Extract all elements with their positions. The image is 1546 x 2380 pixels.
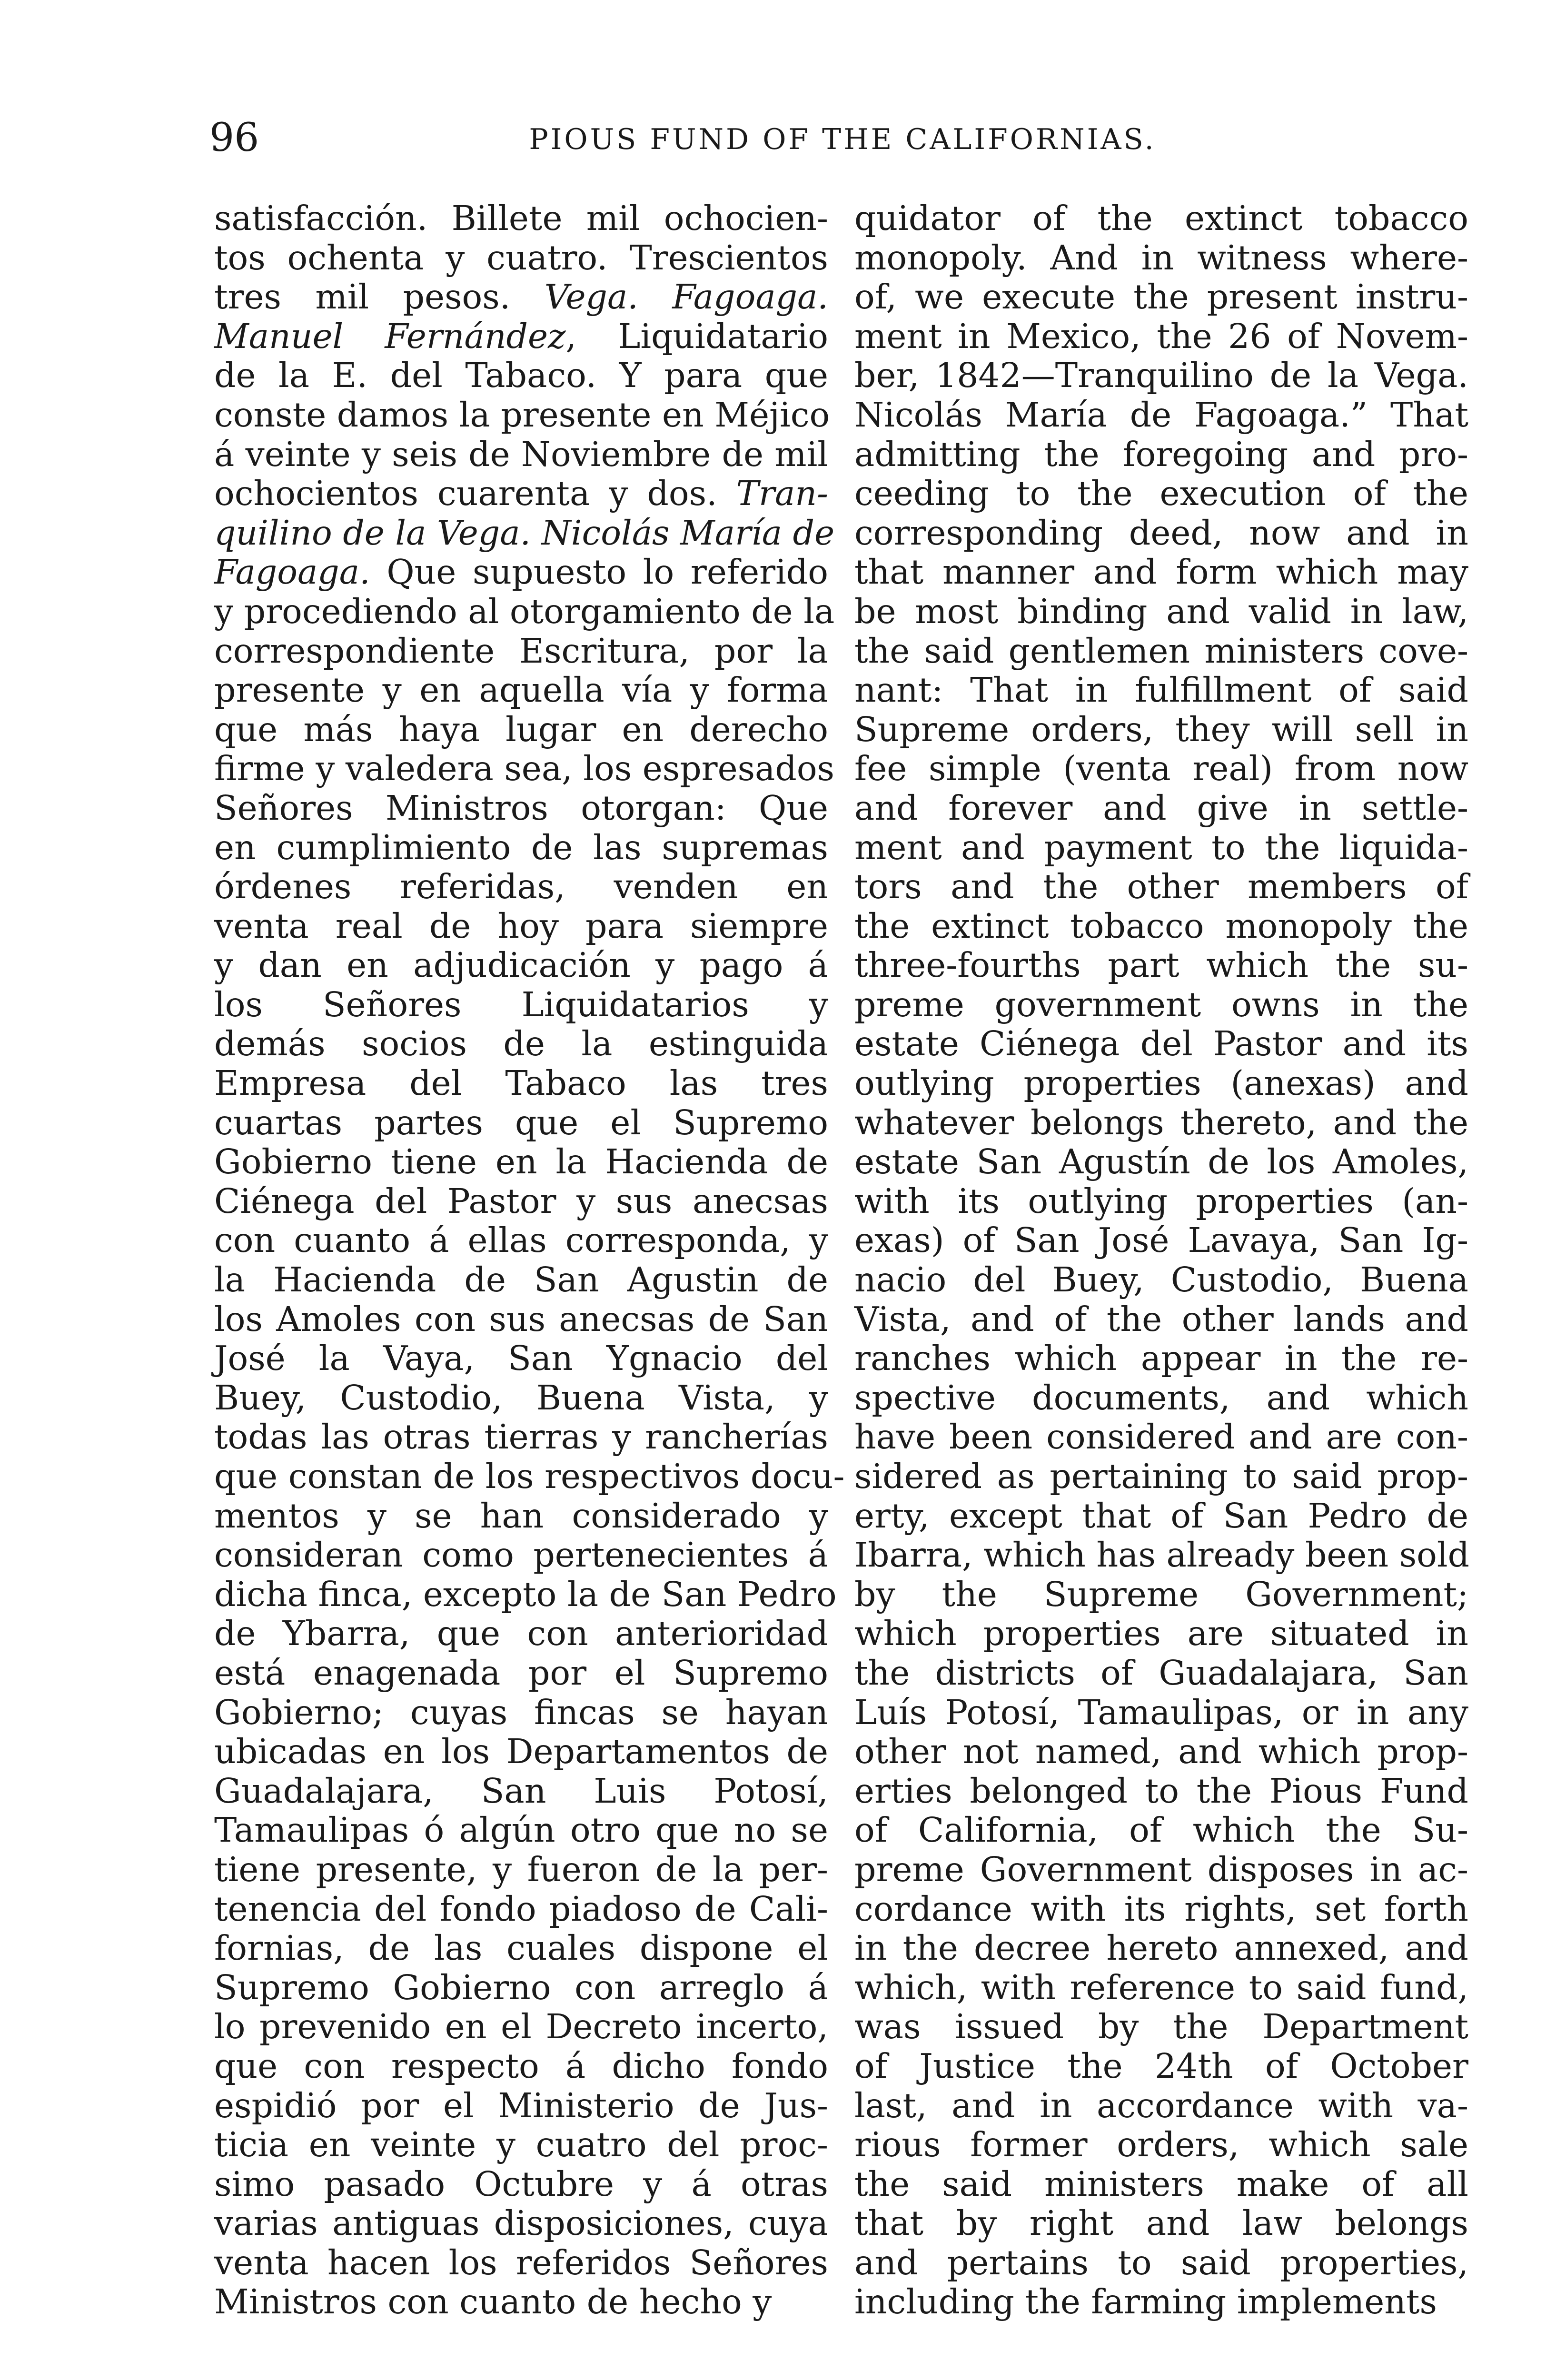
text-line: corresponding deed, now and in [854, 513, 1468, 553]
text-line: tors and the other members of [854, 867, 1468, 907]
text-line: con cuanto á ellas corresponda, y [214, 1220, 828, 1260]
text-line: la Hacienda de San Agustin de [214, 1260, 828, 1300]
text-line: mentos y se han considerado y [214, 1496, 828, 1536]
running-head: PIOUS FUND OF THE CALIFORNIAS. [529, 123, 1156, 156]
text-line: tiene presente, y fueron de la per- [214, 1849, 828, 1889]
text-line: exas) of San José Lavaya, San Ig- [854, 1220, 1468, 1260]
text-line: with its outlying properties (an- [854, 1181, 1468, 1221]
text-line: estate San Agustín de los Amoles, [854, 1142, 1468, 1182]
text-line: be most binding and valid in law, [854, 591, 1468, 631]
text-line: de Ybarra, que con anterioridad [214, 1614, 828, 1654]
text-line: ber, 1842—Tranquilino de la Vega. [854, 356, 1468, 396]
text-line: preme Government disposes in ac- [854, 1849, 1468, 1889]
text-line: dicha finca, excepto la de San Pedro [214, 1574, 837, 1614]
text-line: venta hacen los referidos Señores [214, 2242, 828, 2282]
text-line: the said gentlemen ministers cove- [854, 631, 1468, 671]
text-line: correspondiente Escritura, por la [214, 631, 828, 671]
text-line: que con respecto á dicho fondo [214, 2046, 828, 2086]
text-line: that manner and form which may [854, 552, 1468, 592]
text-line: monopoly. And in witness where- [854, 238, 1468, 278]
text-line: y dan en adjudicación y pago á [214, 945, 828, 985]
text-line: Gobierno tiene en la Hacienda de [214, 1142, 828, 1182]
text-line: admitting the foregoing and pro- [854, 434, 1468, 474]
text-line: of, we execute the present instru- [854, 277, 1468, 317]
text-line: todas las otras tierras y rancherías [214, 1417, 828, 1457]
text-line: three-fourths part which the su- [854, 945, 1468, 985]
text-line: nant: That in fulfillment of said [854, 670, 1468, 710]
text-line: los Señores Liquidatarios y [214, 984, 828, 1024]
text-line: firme y valedera sea, los espresados [214, 749, 834, 789]
text-line: of Justice the 24th of October [854, 2046, 1468, 2086]
text-line: órdenes referidas, venden en [214, 867, 828, 907]
text-line: and pertains to said properties, [854, 2242, 1468, 2282]
text-line: cordance with its rights, set forth [854, 1889, 1468, 1929]
text-line: Nicolás María de Fagoaga.” That [854, 395, 1468, 435]
text-line: last, and in accordance with va- [854, 2085, 1468, 2125]
text-line: tos ochenta y cuatro. Trescientos [214, 238, 828, 278]
text-line: preme government owns in the [854, 984, 1468, 1024]
text-line: the said ministers make of all [854, 2164, 1468, 2204]
text-line: have been considered and are con- [854, 1417, 1468, 1457]
text-line: ubicadas en los Departamentos de [214, 1732, 828, 1772]
text-line: outlying properties (anexas) and [854, 1063, 1468, 1103]
text-line: ment in Mexico, the 26 of Novem- [854, 316, 1468, 356]
text-line: Gobierno; cuyas fincas se hayan [214, 1692, 828, 1732]
text-line: Ibarra, which has already been sold [854, 1535, 1470, 1575]
text-line: los Amoles con sus anecsas de San [214, 1299, 828, 1339]
text-line: espidió por el Ministerio de Jus- [214, 2085, 828, 2125]
text-line: cuartas partes que el Supremo [214, 1102, 828, 1142]
text-line: Supreme orders, they will sell in [854, 709, 1468, 749]
text-line: Guadalajara, San Luis Potosí, [214, 1771, 828, 1811]
text-line: venta real de hoy para siempre [214, 906, 828, 946]
spanish-text-column [214, 198, 845, 2322]
text-line: other not named, and which prop- [854, 1732, 1468, 1772]
text-line: satisfacción. Billete mil ochocien- [214, 198, 828, 238]
text-line: está enagenada por el Supremo [214, 1653, 828, 1693]
text-line: ment and payment to the liquida- [854, 827, 1468, 867]
text-line: nacio del Buey, Custodio, Buena [854, 1260, 1468, 1300]
text-line: quilino de la Vega. Nicolás María de [214, 513, 835, 553]
text-line: presente y en aquella vía y forma [214, 670, 828, 710]
text-line: ranches which appear in the re- [854, 1339, 1468, 1378]
text-line: was issued by the Department [854, 2007, 1468, 2047]
text-line: which, with reference to said fund, [854, 1967, 1468, 2007]
text-line: en cumplimiento de las supremas [214, 827, 828, 867]
text-line: conste damos la presente en Méjico [214, 395, 830, 435]
text-line: that by right and law belongs [854, 2203, 1468, 2243]
text-line: lo prevenido en el Decreto incerto, [214, 2007, 828, 2047]
text-line: the districts of Guadalajara, San [854, 1653, 1468, 1693]
text-line: quidator of the extinct tobacco [854, 198, 1468, 238]
text-line: de la E. del Tabaco. Y para que [214, 356, 828, 396]
page-header [209, 114, 1476, 171]
text-line: and forever and give in settle- [854, 788, 1468, 828]
text-line: varias antiguas disposiciones, cuya [214, 2203, 828, 2243]
text-line: ticia en veinte y cuatro del proc- [214, 2125, 828, 2165]
text-line: Fagoaga. Que supuesto lo referido [214, 552, 828, 592]
text-line: sidered as pertaining to said prop- [854, 1457, 1468, 1496]
text-line: fee simple (venta real) from now [854, 749, 1468, 789]
text-line: Señores Ministros otorgan: Que [214, 788, 828, 828]
text-line: consideran como pertenecientes á [214, 1535, 828, 1575]
text-line: ceeding to the execution of the [854, 474, 1468, 514]
text-line: estate Ciénega del Pastor and its [854, 1024, 1468, 1064]
text-line: José la Vaya, San Ygnacio del [214, 1339, 828, 1378]
text-line: tres mil pesos. Vega. Fagoaga. [214, 277, 828, 317]
text-line: including the farming implements [854, 2282, 1437, 2322]
text-line: which properties are situated in [854, 1614, 1468, 1654]
page-number: 96 [209, 115, 259, 160]
text-line: of California, of which the Su- [854, 1810, 1468, 1850]
text-line: Vista, and of the other lands and [854, 1299, 1468, 1339]
text-line: y procediendo al otorgamiento de la [214, 591, 835, 631]
text-line: rious former orders, which sale [854, 2125, 1468, 2165]
text-line: Tamaulipas ó algún otro que no se [214, 1810, 828, 1850]
text-line: spective documents, and which [854, 1378, 1468, 1418]
text-line: fornias, de las cuales dispone el [214, 1928, 828, 1968]
text-line: whatever belongs thereto, and the [854, 1102, 1468, 1142]
text-line: que constan de los respectivos docu- [214, 1457, 845, 1496]
text-line: Ministros con cuanto de hecho y [214, 2282, 772, 2322]
text-line: demás socios de la estinguida [214, 1024, 828, 1064]
text-line: que más haya lugar en derecho [214, 709, 828, 749]
text-line: á veinte y seis de Noviembre de mil [214, 434, 828, 474]
text-line: Manuel Fernández, Liquidatario [214, 316, 828, 356]
text-line: Buey, Custodio, Buena Vista, y [214, 1378, 828, 1418]
text-line: simo pasado Octubre y á otras [214, 2164, 828, 2204]
text-line: ochocientos cuarenta y dos. Tran- [214, 474, 828, 514]
text-line: erty, except that of San Pedro de [854, 1496, 1468, 1536]
text-line: tenencia del fondo piadoso de Cali- [214, 1889, 828, 1929]
text-line: by the Supreme Government; [854, 1574, 1468, 1614]
text-line: in the decree hereto annexed, and [854, 1928, 1468, 1968]
text-line: erties belonged to the Pious Fund [854, 1771, 1468, 1811]
text-line: Luís Potosí, Tamaulipas, or in any [854, 1692, 1468, 1732]
text-line: Supremo Gobierno con arreglo á [214, 1967, 828, 2007]
text-line: Empresa del Tabaco las tres [214, 1063, 828, 1103]
text-line: the extinct tobacco monopoly the [854, 906, 1468, 946]
text-line: Ciénega del Pastor y sus anecsas [214, 1181, 828, 1221]
english-translation-column [854, 199, 1468, 2322]
